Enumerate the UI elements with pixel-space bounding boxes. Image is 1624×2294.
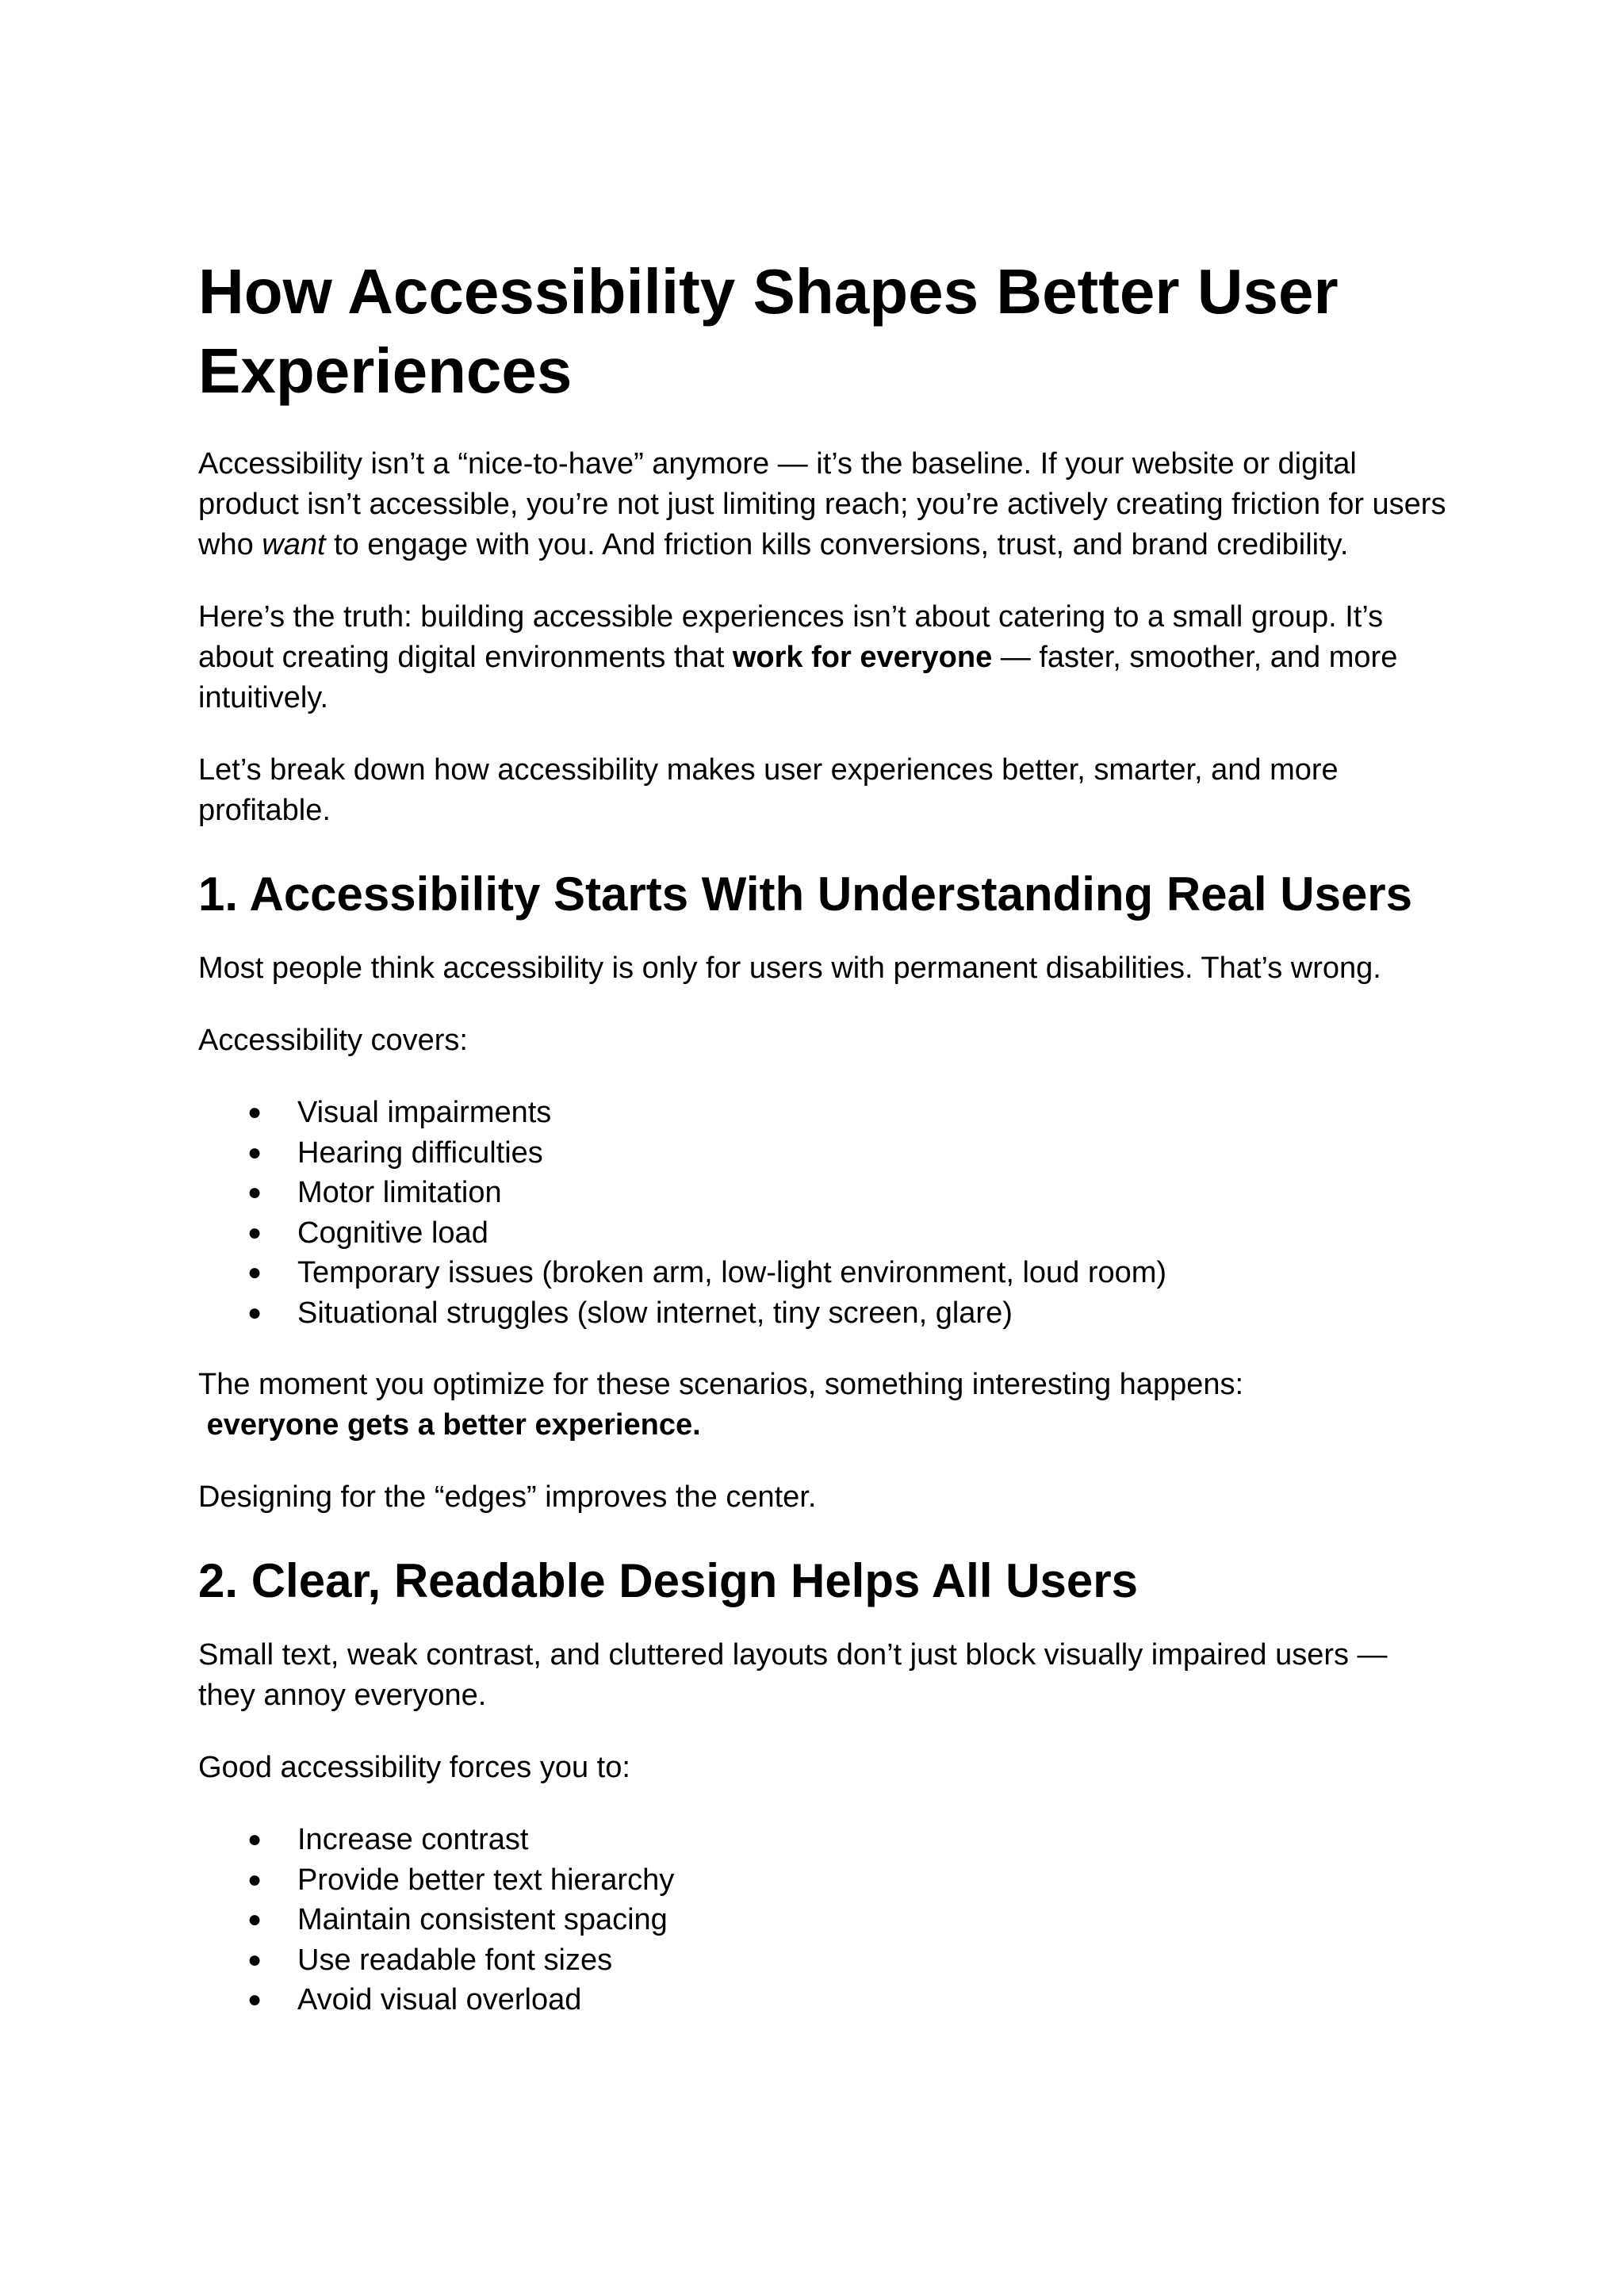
list-item xyxy=(198,1173,1451,1213)
intro-text: Here’s the truth: building accessible experiences isn’t about catering to a small group. It’s about creating digital environments that xyxy=(198,600,1384,674)
list-item xyxy=(198,1900,1451,1940)
bullet-icon: ● xyxy=(247,1139,262,1166)
list-item-text: Increase contrast xyxy=(297,1823,529,1856)
list-item-text: Motor limitation xyxy=(297,1176,502,1209)
list-item-text: Use readable font sizes xyxy=(297,1943,613,1977)
list-item xyxy=(198,1860,1451,1901)
bullet-icon: ● xyxy=(247,1179,262,1205)
bullet-icon: ● xyxy=(247,1299,262,1326)
section-2-heading: 2. Clear, Readable Design Helps All Users xyxy=(198,1554,1138,1607)
list-item-text: Maintain consistent spacing xyxy=(297,1903,668,1936)
bold-text xyxy=(198,1408,701,1442)
list-item xyxy=(198,1133,1451,1174)
intro-paragraph-1 xyxy=(198,444,1451,565)
section-1-paragraph-4: Designing for the “edges” improves the center. xyxy=(198,1480,817,1514)
section-1-bullet-list xyxy=(198,1093,1451,1333)
bullet-icon: ● xyxy=(247,1906,262,1932)
list-item-text: Avoid visual overload xyxy=(297,1983,582,2016)
section-2-paragraph-1: Small text, weak contrast, and cluttered layouts don’t just block visually impaired users — they annoy everyone. xyxy=(198,1638,1388,1712)
list-item-text: Provide better text hierarchy xyxy=(297,1863,675,1897)
document-page xyxy=(198,252,1451,2052)
bullet-icon: ● xyxy=(247,1259,262,1285)
list-item-text: Visual impairments xyxy=(297,1096,552,1129)
bullet-icon: ● xyxy=(247,1866,262,1893)
section-1-paragraph-3 xyxy=(198,1365,1451,1446)
section-2-bullet-list xyxy=(198,1820,1451,2020)
bullet-icon: ● xyxy=(247,1946,262,1973)
list-item xyxy=(198,1293,1451,1334)
bullet-icon: ● xyxy=(247,1986,262,2013)
section-1-paragraph-2: Accessibility covers: xyxy=(198,1024,468,1057)
intro-text: Accessibility isn’t a “nice-to-have” anymore — it’s the baseline. If your website or digital product isn’t accessible, you’re not just limiting reach; you’re actively creating friction for users who xyxy=(198,447,1446,561)
intro-text: to engage with you. And friction kills conversions, trust, and brand credibility. xyxy=(325,528,1349,561)
page-title: How Accessibility Shapes Better User Experiences xyxy=(198,256,1339,406)
bullet-icon: ● xyxy=(247,1826,262,1852)
list-item-text: Cognitive load xyxy=(297,1216,488,1250)
list-item xyxy=(198,1980,1451,2020)
bold-text: work for everyone xyxy=(732,641,993,674)
intro-text: — faster, smoother, and more intuitively. xyxy=(198,641,1398,714)
section-1-paragraph-1: Most people think accessibility is only for users with permanent disabilities. That’s wrong. xyxy=(198,952,1381,985)
intro-paragraph-3: Let’s break down how accessibility makes user experiences better, smarter, and more profitable. xyxy=(198,753,1339,827)
list-item xyxy=(198,1820,1451,1860)
list-item xyxy=(198,1093,1451,1133)
bold-text-content: everyone gets a better experience. xyxy=(206,1408,701,1442)
section-2-paragraph-2: Good accessibility forces you to: xyxy=(198,1751,630,1784)
intro-paragraph-2 xyxy=(198,597,1451,718)
list-item xyxy=(198,1213,1451,1254)
list-item xyxy=(198,1253,1451,1293)
list-item xyxy=(198,1940,1451,1981)
section-1-heading: 1. Accessibility Starts With Understanding Real Users xyxy=(198,867,1413,921)
list-item-text: Situational struggles (slow internet, tiny screen, glare) xyxy=(297,1296,1013,1330)
list-item-text: Hearing difficulties xyxy=(297,1136,543,1170)
bullet-icon: ● xyxy=(247,1099,262,1125)
section-1-text: The moment you optimize for these scenarios, something interesting happens: xyxy=(198,1368,1244,1401)
bullet-icon: ● xyxy=(247,1219,262,1246)
list-item-text: Temporary issues (broken arm, low-light environment, loud room) xyxy=(297,1256,1167,1289)
emphasis-text: want xyxy=(262,528,326,561)
